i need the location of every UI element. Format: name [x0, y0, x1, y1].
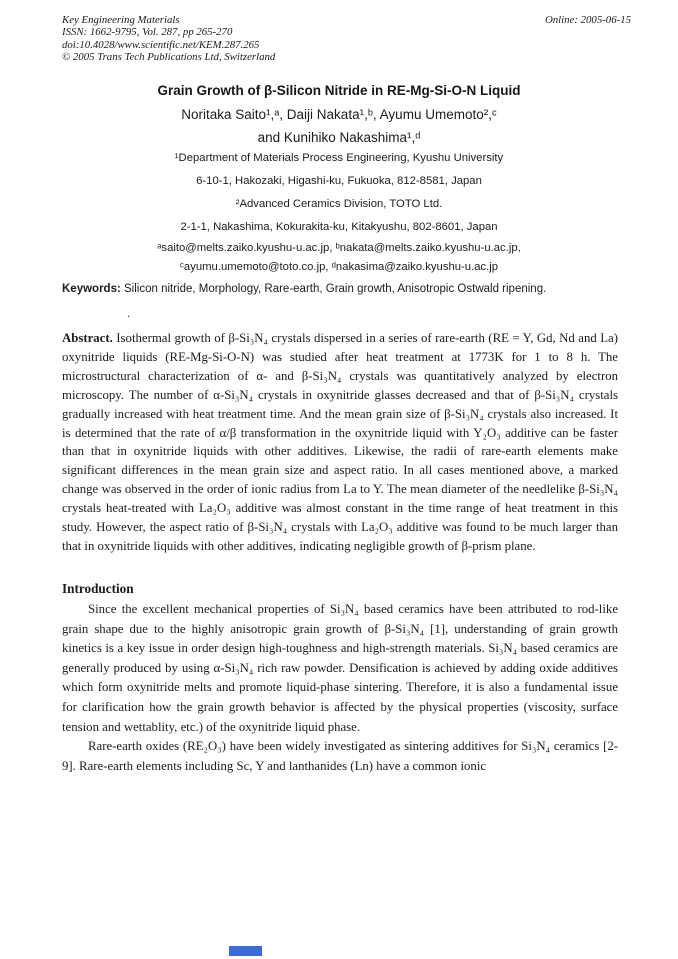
introduction-paragraph-1: Since the excellent mechanical properties of Si₃N₄ based ceramics have been attributed to rod-like grain shape due to the highly anisotropic grain growth of β-Si₃N₄ [1], understanding of grain growth kinetics is a key issue in order design high-toughness and high-strength materials. Si₃N₄ based ceramics are generally produced by using α-Si₃N₄ rich raw powder. Densification is achieved by adding oxide additives which form oxynitride melts and promote liquid-phase sintering. Therefore, it is also a fundamental issue for clarification how the grain growth behavior is affected by the physical properties (viscosity, surface tension and wettablity, etc.) of the oxynitride liquid phase.	[62, 602, 618, 734]
keywords-label: Keywords:	[62, 283, 121, 295]
section-heading-introduction: Introduction	[62, 581, 134, 596]
keywords-text: Silicon nitride, Morphology, Rare-earth, Grain growth, Anisotropic Ostwald ripening.	[120, 283, 547, 295]
page-title: Grain Growth of β-Silicon Nitride in RE-Mg-Si-O-N Liquid	[157, 83, 521, 98]
introduction-paragraph-2: Rare-earth oxides (RE₂O₃) have been widely investigated as sintering additives for Si₃N₄ ceramics [2-9]. Rare-earth elements including Sc, Y and lanthanides (Ln) have a common ionic	[62, 739, 618, 773]
journal-name: Key Engineering Materials	[62, 14, 180, 26]
copyright-line: © 2005 Trans Tech Publications Ltd, Switzerland	[62, 51, 276, 64]
affiliation-address-1: 6-10-1, Hakozaki, Higashi-ku, Fukuoka, 812-8581, Japan	[196, 175, 482, 187]
abstract-text: Isothermal growth of β-Si₃N₄ crystals dispersed in a series of rare-earth (RE = Y, Gd, Nd and La) oxynitride liquids (RE-Mg-Si-O-N) was studied after heat treatment at 1773K for 1 to 8 h. The microstructural characterization of α- and β-Si₃N₄ crystals was quantitatively analyzed by electron microscopy. The number of α-Si₃N₄ crystals in oxynitride glasses decreased and that of β-Si₃N₄ crystals gradually increased with heat treatment time. And the mean grain size of β-Si₃N₄ crystals also increased. It is determined that the rate of α/β transformation in the oxynitride liquid with Y₂O₃ additive can be faster than that in oxynitride liquids with other additives. Likewise, the radii of rare-earth elements make significant differences in the mean grain size and aspect ratio. In all cases mentioned above, a marked change was observed in the order of ionic radius from La to Y. The mean diameter of the needlelike β-Si₃N₄ crystals heat-treated with La₂O₃ additive was almost constant in the time range of heat treatment in this study. However, the aspect ratio of β-Si₃N₄ crystals with La₂O₃ additive was found to be much larger than that in oxynitride liquids with other additives, indicating negligible growth of β-prism plane.	[62, 331, 618, 553]
keywords-line	[62, 283, 618, 295]
author-emails-line-1: ᵃsaito@melts.zaiko.kyushu-u.ac.jp, ᵇnakata@melts.zaiko.kyushu-u.ac.jp,	[157, 242, 521, 254]
affiliation-address-2: 2-1-1, Nakashima, Kokurakita-ku, Kitakyushu, 802-8601, Japan	[180, 221, 498, 233]
journal-header	[62, 14, 275, 64]
authors-line-2: and Kunihiko Nakashima¹,ᵈ	[257, 130, 421, 145]
stray-dot-mark: .	[127, 306, 130, 320]
author-emails-line-2: ᶜayumu.umemoto@toto.co.jp, ᵈnakasima@zaiko.kyushu-u.ac.jp	[179, 261, 499, 273]
introduction-section	[62, 600, 618, 776]
abstract-paragraph	[62, 329, 618, 556]
issn-volume-line: ISSN: 1662-9795, Vol. 287, pp 265-270	[62, 26, 233, 39]
online-date: Online: 2005-06-15	[544, 14, 631, 26]
authors-line-1: Noritaka Saito¹,ᵃ, Daiji Nakata¹,ᵇ, Ayumu Umemoto²,ᶜ	[181, 107, 497, 122]
affiliation-department: ¹Department of Materials Process Engineering, Kyushu University	[174, 152, 504, 164]
abstract-label: Abstract.	[62, 331, 113, 345]
footer-highlight-mark	[229, 946, 262, 956]
doi-line: doi:10.4028/www.scientific.net/KEM.287.265	[62, 38, 260, 51]
affiliation-division: ²Advanced Ceramics Division, TOTO Ltd.	[235, 198, 443, 210]
